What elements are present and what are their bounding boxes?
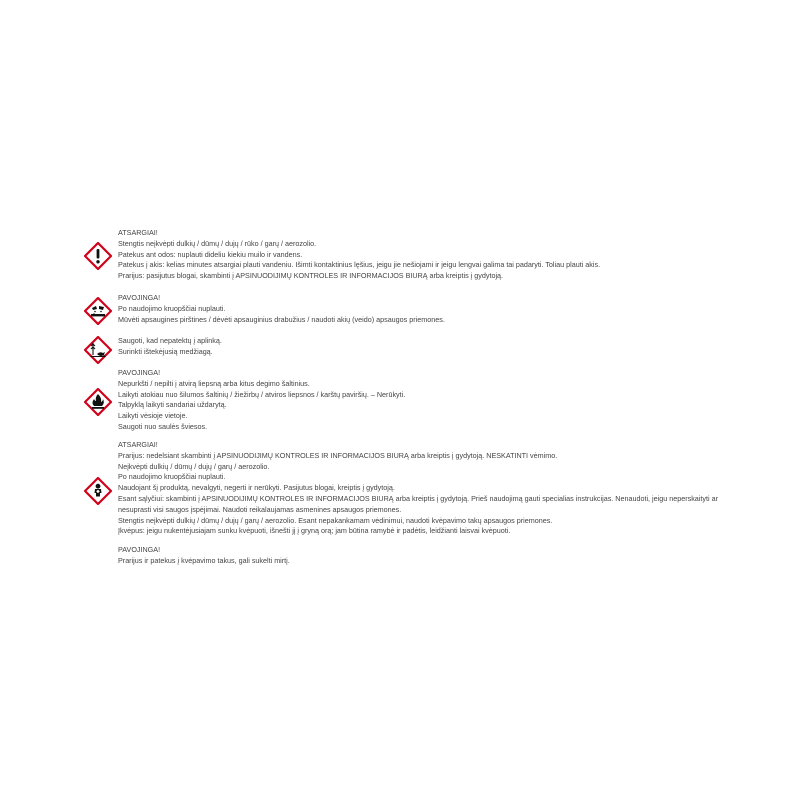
environment-icon [84,336,112,364]
section-line: Patekus į akis: kelias minutes atsargiai plauti vandeniu. Išimti kontaktinius lęšius, jeigu jie nešiojami ir jeigu lengvai galima tai padaryti. Toliau plauti akis. [118,260,601,270]
section-line: Esant sąlyčiui: skambinti į APSINUODIJIMŲ KONTROLES IR INFORMACIJOS BIURĄ arba kreiptis į gydytoją. Prieš naudojimą gauti specialias instrukcijas. Nenaudoti, jeigu neperskaityti ar [118,493,718,503]
section-line: Prarijus: pasijutus blogai, skambinti į APSINUODIJIMŲ KONTROLES IR INFORMACIJOS BIURĄ arba kreiptis į gydytoją. [118,271,504,281]
section-line: Mūvėti apsaugines pirštines / dėvėti apsauginius drabužius / naudoti akių (veido) apsaugos priemones. [118,314,445,324]
section-line: Saugoti, kad nepatektų į aplinką. [118,336,222,345]
section-line: Po naudojimo kruopščiai nuplauti. [118,472,226,482]
section-line: PAVOJINGA! [118,368,161,377]
section-line: Neįkvėpti dulkių / dūmų / dujų / garų / aerozolio. [118,461,270,471]
section-line: Nepurkšti / nepilti į atvirą liepsną arba kitus degimo šaltinius. [118,378,310,388]
section-line: Įkvėpus: jeigu nukentėjusiajam sunku kvėpuoti, išnešti jį į gryną orą; jam būtina ramybė ir padėtis, leidžianti laisvai kvėpuoti. [118,526,511,536]
section-line: Prarijus ir patekus į kvėpavimo takus, gali sukelti mirtį. [118,555,290,565]
section-line: nesuprasti visi saugos įspėjimai. Naudoti reikalaujamas asmenines apsaugos priemones. [118,504,402,514]
section-line: Surinkti ištekėjusią medžiagą. [118,346,213,356]
section-line: Stengtis neįkvėpti dulkių / dūmų / dujų / garų / aerozolio. Esant nepakankamam vėdinimui, naudoti kvėpavimo takų apsaugos priemones. [118,515,553,525]
section-line: PAVOJINGA! [118,545,161,554]
section-line: PAVOJINGA! [118,293,161,302]
exclamation-icon [84,242,112,270]
section-line: Naudojant šį produktą, nevalgyti, negerti ir nerūkyti. Pasijutus blogai, kreiptis į gydytoją. [118,483,395,493]
section-line: Laikyti atokiau nuo šilumos šaltinių / žiežirbų / atviros liepsnos / karštų paviršių. – Nerūkyti. [118,389,406,399]
section-line: Po naudojimo kruopščiai nuplauti. [118,303,226,313]
section-line: ATSARGIAI! [118,440,158,449]
section-line: Prarijus: nedelsiant skambinti į APSINUODIJIMŲ KONTROLES IR INFORMACIJOS BIURĄ arba kreiptis į gydytoją. NESKATINTI vėmimo. [118,450,558,460]
health-hazard-icon [84,477,112,505]
section-line: Saugoti nuo saulės šviesos. [118,421,208,431]
section-line: Laikyti vėsioje vietoje. [118,411,188,421]
flame-icon [84,388,112,416]
section-line: ATSARGIAI! [118,228,158,237]
section-line: Stengtis neįkvėpti dulkių / dūmų / dujų / rūko / garų / aerozolio. [118,238,317,248]
corrosion-icon [84,297,112,325]
section-line: Patekus ant odos: nuplauti dideliu kiekiu muilo ir vandens. [118,249,303,259]
section-line: Talpyklą laikyti sandariai uždarytą. [118,400,227,410]
